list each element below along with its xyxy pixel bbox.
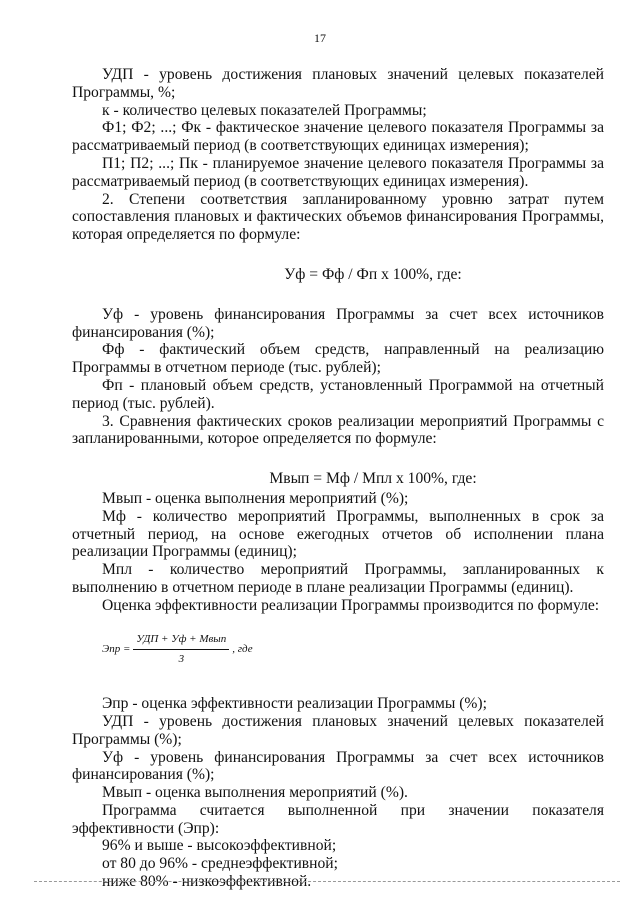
paragraph-epr-definition: Эпр - оценка эффективности реализации Программы (%); xyxy=(102,695,487,713)
formula-efficiency-suffix: , где xyxy=(232,642,253,655)
paragraph-mf-definition: Мф - количество мероприятий Программы, выполненных в срок за отчетный период, на основе ежегодных отчетов об исполнении плана реализации Программы (единиц); xyxy=(72,507,604,561)
paragraph-mvyp-definition-2: Мвып - оценка выполнения мероприятий (%). xyxy=(102,784,408,802)
paragraph-uf-definition-2: Уф - уровень финансирования Программы за счет всех источников финансирования (%); xyxy=(72,748,604,784)
paragraph-item-2: 2. Степени соответствия запланированному уровню затрат путем сопоставления плановых и фактических объемов финансирования Программы, которая определяется по формуле: xyxy=(72,190,604,244)
paragraph-ff-definition: Фф - фактический объем средств, направленный на реализацию Программы в отчетном периоде (тыс. рублей); xyxy=(72,341,604,377)
paragraph-p-definition: П1; П2; ...; Пк - планируемое значение целевого показателя Программы за рассматриваемый период (в соответствующих единицах измерения). xyxy=(72,154,604,190)
paragraph-udp-definition-2: УДП - уровень достижения плановых значений целевых показателей Программы (%); xyxy=(72,712,604,748)
document-body xyxy=(72,66,604,891)
criteria-high: 96% и выше - высокоэффективной; xyxy=(102,837,337,855)
formula-efficiency xyxy=(102,631,604,670)
paragraph-udp-definition: УДП - уровень достижения плановых значений целевых показателей Программы, %; xyxy=(72,66,604,101)
formula-activity-completion: Мвып = Мф / Мпл х 100%, где: xyxy=(269,470,477,488)
paragraph-completion-criteria: Программа считается выполненной при значении показателя эффективности (Эпр): xyxy=(72,801,604,837)
paragraph-mvyp-definition: Мвып - оценка выполнения мероприятий (%); xyxy=(102,489,409,507)
formula-efficiency-numerator: УДП + Уф + Мвып xyxy=(133,631,229,651)
paragraph-mpl-definition: Мпл - количество мероприятий Программы, запланированных к выполнению в отчетном периоде в плане реализации Программы (единиц). xyxy=(72,561,604,596)
page-number: 17 xyxy=(314,31,326,45)
formula-efficiency-denominator: 3 xyxy=(178,653,185,666)
paragraph-k-definition: к - количество целевых показателей Программы; xyxy=(102,101,427,119)
paragraph-efficiency-intro: Оценка эффективности реализации Программы производится по формуле: xyxy=(102,596,600,614)
criteria-medium: от 80 до 96% - среднеэффективной; xyxy=(102,855,338,873)
footer-divider xyxy=(34,881,620,882)
paragraph-item-3: 3. Сравнения фактических сроков реализации мероприятий Программы с запланированными, которое определяется по формуле: xyxy=(72,412,604,448)
criteria-low: ниже 80% - низкоэффективной. xyxy=(102,873,312,891)
paragraph-fp-definition: Фп - плановый объем средств, установленный Программой на отчетный период (тыс. рублей). xyxy=(72,376,604,412)
paragraph-f-definition: Ф1; Ф2; ...; Фк - фактическое значение целевого показателя Программы за рассматриваемый период (в соответствующих единицах измерения); xyxy=(72,119,604,155)
formula-efficiency-fraction xyxy=(133,631,229,670)
formula-efficiency-lhs: Эпр = xyxy=(102,642,131,655)
formula-financing-level: Уф = Фф / Фп х 100%, где: xyxy=(284,265,462,283)
paragraph-uf-definition: Уф - уровень финансирования Программы за счет всех источников финансирования (%); xyxy=(72,305,604,341)
